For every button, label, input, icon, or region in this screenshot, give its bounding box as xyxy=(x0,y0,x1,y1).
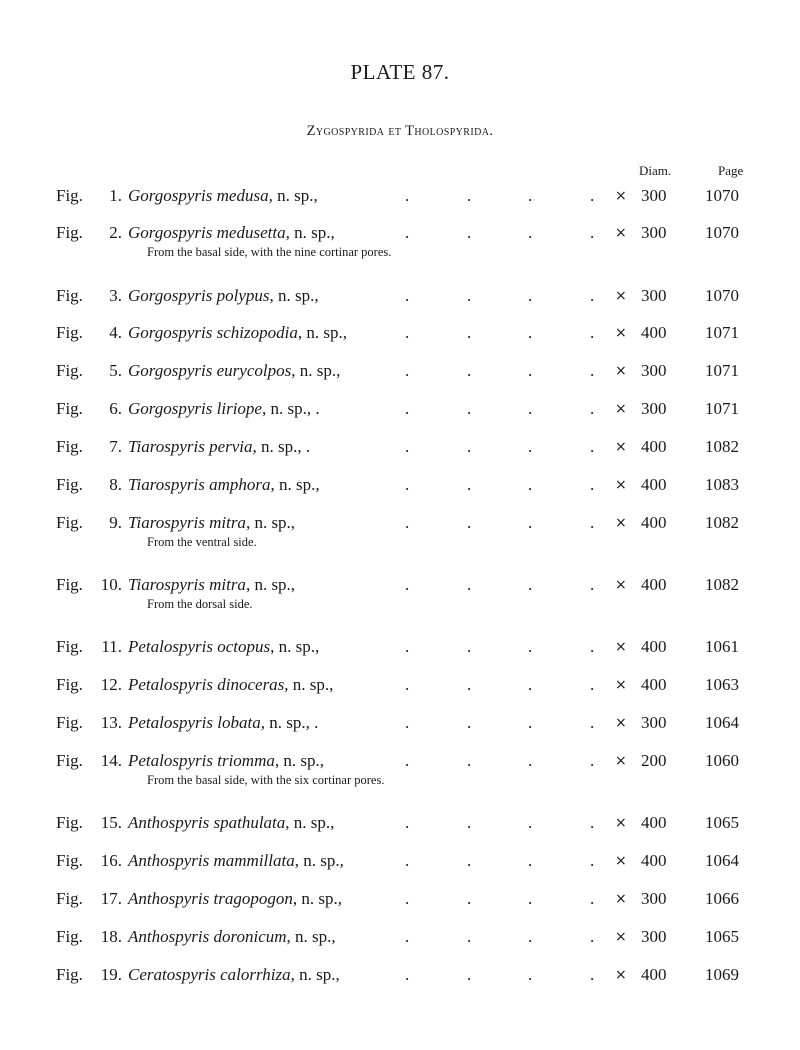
fig-label: Fig. xyxy=(56,286,83,305)
leader-dot: . xyxy=(467,186,472,205)
fig-label: Fig. xyxy=(56,713,83,732)
leader-dot: . xyxy=(590,889,595,908)
leader-dot: . xyxy=(467,475,472,494)
genus-name: Gorgospyris xyxy=(128,399,213,418)
fig-label: Fig. xyxy=(56,437,83,456)
species-epithet: triomma xyxy=(217,751,275,770)
species-name xyxy=(128,925,336,949)
genus-name: Tiarospyris xyxy=(128,513,205,532)
leader-dot: . xyxy=(467,286,472,305)
leader-dot: . xyxy=(467,965,472,984)
genus-name: Petalospyris xyxy=(128,675,213,694)
figure-number: 2. xyxy=(109,223,122,242)
leader-dot: . xyxy=(467,361,472,380)
species-name xyxy=(128,397,320,421)
page-value: 1064 xyxy=(705,851,739,870)
name-suffix: , n. sp., . xyxy=(261,399,320,418)
leader-dot: . xyxy=(405,513,410,532)
name-suffix: , n. sp., xyxy=(270,475,320,494)
diameter-value: 400 xyxy=(641,965,667,984)
leader-dot: . xyxy=(590,186,595,205)
genus-name: Gorgospyris xyxy=(128,223,213,242)
figure-number: 6. xyxy=(109,399,122,418)
species-epithet: schizopodia xyxy=(216,323,298,342)
magnification-symbol: × xyxy=(615,439,627,455)
leader-dot: . xyxy=(405,186,410,205)
fig-label: Fig. xyxy=(56,575,83,594)
leader-dot: . xyxy=(467,927,472,946)
species-epithet: mitra xyxy=(209,513,246,532)
species-name xyxy=(128,511,295,535)
leader-dot: . xyxy=(590,637,595,656)
leader-dot: . xyxy=(467,813,472,832)
leader-dot: . xyxy=(405,927,410,946)
figure-number: 14. xyxy=(100,751,122,770)
genus-name: Petalospyris xyxy=(128,751,213,770)
diameter-value: 400 xyxy=(641,637,667,656)
magnification-symbol: × xyxy=(615,753,627,769)
species-name xyxy=(128,749,324,773)
page-value: 1082 xyxy=(705,437,739,456)
leader-dot: . xyxy=(590,751,595,770)
leader-dot: . xyxy=(528,713,533,732)
page-value: 1065 xyxy=(705,927,739,946)
page-value: 1065 xyxy=(705,813,739,832)
fig-label: Fig. xyxy=(56,851,83,870)
species-name xyxy=(128,473,320,497)
diameter-value: 300 xyxy=(641,889,667,908)
species-epithet: mammillata xyxy=(213,851,295,870)
fig-label: Fig. xyxy=(56,813,83,832)
leader-dot: . xyxy=(405,889,410,908)
leader-dot: . xyxy=(528,186,533,205)
species-epithet: mitra xyxy=(209,575,246,594)
figure-number: 12. xyxy=(100,675,122,694)
leader-dot: . xyxy=(467,637,472,656)
figure-row xyxy=(0,359,800,383)
species-epithet: calorrhiza xyxy=(220,965,291,984)
leader-dot: . xyxy=(528,475,533,494)
figure-row xyxy=(0,749,800,773)
page-value: 1083 xyxy=(705,475,739,494)
page-value: 1070 xyxy=(705,223,739,242)
genus-name: Petalospyris xyxy=(128,713,213,732)
name-suffix: , n. sp., xyxy=(297,323,347,342)
leader-dot: . xyxy=(590,399,595,418)
species-epithet: eurycolpos xyxy=(216,361,292,380)
figure-row xyxy=(0,635,800,659)
figure-row xyxy=(0,397,800,421)
leader-dot: . xyxy=(405,399,410,418)
figure-row xyxy=(0,673,800,697)
figure-number: 13. xyxy=(100,713,122,732)
genus-name: Gorgospyris xyxy=(128,186,213,205)
diameter-value: 400 xyxy=(641,675,667,694)
genus-name: Gorgospyris xyxy=(128,361,213,380)
diameter-value: 300 xyxy=(641,399,667,418)
leader-dot: . xyxy=(467,889,472,908)
leader-dot: . xyxy=(590,675,595,694)
leader-dot: . xyxy=(467,575,472,594)
leader-dot: . xyxy=(467,437,472,456)
magnification-symbol: × xyxy=(615,363,627,379)
name-suffix: , n. sp., xyxy=(269,286,319,305)
diameter-value: 300 xyxy=(641,186,667,205)
leader-dot: . xyxy=(528,286,533,305)
leader-dot: . xyxy=(467,851,472,870)
figure-row xyxy=(0,811,800,835)
species-name xyxy=(128,573,295,597)
leader-dot: . xyxy=(467,751,472,770)
leader-dot: . xyxy=(405,851,410,870)
leader-dot: . xyxy=(528,437,533,456)
leader-dot: . xyxy=(528,637,533,656)
name-suffix: , n. sp., xyxy=(270,637,320,656)
page-value: 1071 xyxy=(705,323,739,342)
diameter-value: 400 xyxy=(641,851,667,870)
leader-dot: . xyxy=(590,927,595,946)
figure-note: From the basal side, with the nine cortinar pores. xyxy=(147,245,392,259)
name-suffix: , n. sp., . xyxy=(252,437,311,456)
page-value: 1066 xyxy=(705,889,739,908)
page-value: 1070 xyxy=(705,186,739,205)
species-epithet: polypus xyxy=(216,286,270,305)
leader-dot: . xyxy=(528,223,533,242)
page-value: 1071 xyxy=(705,399,739,418)
leader-dot: . xyxy=(590,813,595,832)
figure-row xyxy=(0,711,800,735)
figure-row xyxy=(0,573,800,597)
figure-row xyxy=(0,184,800,208)
species-epithet: amphora xyxy=(209,475,271,494)
species-epithet: spathulata xyxy=(213,813,286,832)
fig-label: Fig. xyxy=(56,323,83,342)
magnification-symbol: × xyxy=(615,967,627,983)
name-suffix: , n. sp., xyxy=(268,186,318,205)
fig-label: Fig. xyxy=(56,513,83,532)
leader-dot: . xyxy=(590,323,595,342)
magnification-symbol: × xyxy=(615,477,627,493)
species-name xyxy=(128,811,334,835)
name-suffix: , n. sp., xyxy=(274,751,324,770)
diameter-value: 300 xyxy=(641,927,667,946)
figure-row xyxy=(0,925,800,949)
fig-label: Fig. xyxy=(56,186,83,205)
genus-name: Petalospyris xyxy=(128,637,213,656)
leader-dot: . xyxy=(590,437,595,456)
figure-number: 8. xyxy=(109,475,122,494)
species-name xyxy=(128,711,318,735)
fig-label: Fig. xyxy=(56,399,83,418)
page-value: 1082 xyxy=(705,513,739,532)
genus-name: Anthospyris xyxy=(128,927,210,946)
leader-dot: . xyxy=(405,675,410,694)
leader-dot: . xyxy=(590,851,595,870)
leader-dot: . xyxy=(467,713,472,732)
name-suffix: , n. sp., xyxy=(291,361,341,380)
leader-dot: . xyxy=(467,513,472,532)
leader-dot: . xyxy=(405,361,410,380)
name-suffix: , n. sp., xyxy=(245,575,296,594)
leader-dot: . xyxy=(590,965,595,984)
figure-number: 5. xyxy=(109,361,122,380)
diameter-value: 400 xyxy=(641,513,667,532)
leader-dot: . xyxy=(405,437,410,456)
figure-number: 11. xyxy=(101,637,122,656)
diameter-value: 300 xyxy=(641,713,667,732)
species-name xyxy=(128,673,333,697)
leader-dot: . xyxy=(405,713,410,732)
leader-dot: . xyxy=(590,513,595,532)
leader-dot: . xyxy=(528,323,533,342)
leader-dot: . xyxy=(528,751,533,770)
diameter-value: 400 xyxy=(641,475,667,494)
leader-dot: . xyxy=(590,223,595,242)
figure-row xyxy=(0,321,800,345)
species-name xyxy=(128,435,310,459)
leader-dot: . xyxy=(528,675,533,694)
leader-dot: . xyxy=(405,575,410,594)
figure-number: 10. xyxy=(100,575,122,594)
magnification-symbol: × xyxy=(615,515,627,531)
figure-row xyxy=(0,849,800,873)
genus-name: Anthospyris xyxy=(128,851,210,870)
genus-name: Tiarospyris xyxy=(128,575,205,594)
leader-dot: . xyxy=(528,965,533,984)
name-suffix: , n. sp., xyxy=(285,223,335,242)
diameter-value: 300 xyxy=(641,223,667,242)
figure-row xyxy=(0,963,800,987)
leader-dot: . xyxy=(528,813,533,832)
species-epithet: octopus xyxy=(217,637,271,656)
figure-number: 4. xyxy=(109,323,122,342)
leader-dot: . xyxy=(405,637,410,656)
figure-note: From the ventral side. xyxy=(147,535,257,549)
genus-name: Gorgospyris xyxy=(128,323,213,342)
species-epithet: lobata xyxy=(217,713,261,732)
figure-number: 16. xyxy=(100,851,122,870)
figure-number: 9. xyxy=(109,513,122,532)
page-value: 1063 xyxy=(705,675,739,694)
magnification-symbol: × xyxy=(615,815,627,831)
species-name xyxy=(128,963,340,987)
diameter-value: 200 xyxy=(641,751,667,770)
leader-dot: . xyxy=(405,751,410,770)
figure-number: 1. xyxy=(109,186,122,205)
species-name xyxy=(128,359,340,383)
leader-dot: . xyxy=(405,813,410,832)
genus-name: Tiarospyris xyxy=(128,475,205,494)
fig-label: Fig. xyxy=(56,637,83,656)
diameter-value: 300 xyxy=(641,286,667,305)
name-suffix: , n. sp., xyxy=(284,675,334,694)
page-value: 1060 xyxy=(705,751,739,770)
magnification-symbol: × xyxy=(615,929,627,945)
name-suffix: , n. sp., xyxy=(245,513,296,532)
leader-dot: . xyxy=(467,675,472,694)
leader-dot: . xyxy=(590,286,595,305)
species-epithet: doronicum xyxy=(213,927,287,946)
fig-label: Fig. xyxy=(56,965,83,984)
name-suffix: , n. sp., xyxy=(286,927,336,946)
magnification-symbol: × xyxy=(615,577,627,593)
figure-row xyxy=(0,473,800,497)
fig-label: Fig. xyxy=(56,223,83,242)
species-epithet: liriope xyxy=(216,399,262,418)
leader-dot: . xyxy=(467,399,472,418)
magnification-symbol: × xyxy=(615,288,627,304)
magnification-symbol: × xyxy=(615,639,627,655)
leader-dot: . xyxy=(405,965,410,984)
figure-number: 18. xyxy=(100,927,122,946)
species-epithet: tragopogon xyxy=(213,889,293,908)
name-suffix: , n. sp., xyxy=(285,813,335,832)
leader-dot: . xyxy=(528,399,533,418)
name-suffix: , n. sp., xyxy=(292,889,342,908)
leader-dot: . xyxy=(590,361,595,380)
species-name xyxy=(128,184,318,208)
magnification-symbol: × xyxy=(615,225,627,241)
figure-row xyxy=(0,435,800,459)
fig-label: Fig. xyxy=(56,475,83,494)
magnification-symbol: × xyxy=(615,325,627,341)
species-name xyxy=(128,887,342,911)
leader-dot: . xyxy=(590,475,595,494)
diameter-value: 400 xyxy=(641,323,667,342)
species-epithet: medusa xyxy=(216,186,269,205)
figure-row xyxy=(0,511,800,535)
page-value: 1070 xyxy=(705,286,739,305)
leader-dot: . xyxy=(528,361,533,380)
leader-dot: . xyxy=(405,323,410,342)
species-name xyxy=(128,284,319,308)
figure-number: 17. xyxy=(100,889,122,908)
genus-name: Gorgospyris xyxy=(128,286,213,305)
fig-label: Fig. xyxy=(56,361,83,380)
magnification-symbol: × xyxy=(615,677,627,693)
leader-dot: . xyxy=(528,575,533,594)
page-value: 1069 xyxy=(705,965,739,984)
figure-note: From the dorsal side. xyxy=(147,597,253,611)
figure-number: 3. xyxy=(109,286,122,305)
diameter-value: 400 xyxy=(641,813,667,832)
name-suffix: , n. sp., xyxy=(290,965,340,984)
leader-dot: . xyxy=(467,223,472,242)
leader-dot: . xyxy=(528,889,533,908)
genus-name: Ceratospyris xyxy=(128,965,216,984)
leader-dot: . xyxy=(590,575,595,594)
leader-dot: . xyxy=(528,513,533,532)
species-name xyxy=(128,321,347,345)
species-name xyxy=(128,849,344,873)
leader-dot: . xyxy=(467,323,472,342)
diameter-value: 400 xyxy=(641,437,667,456)
page-value: 1064 xyxy=(705,713,739,732)
magnification-symbol: × xyxy=(615,401,627,417)
leader-dot: . xyxy=(405,475,410,494)
diameter-value: 400 xyxy=(641,575,667,594)
name-suffix: , n. sp., . xyxy=(260,713,319,732)
fig-label: Fig. xyxy=(56,889,83,908)
species-epithet: medusetta xyxy=(216,223,286,242)
species-name xyxy=(128,635,319,659)
species-epithet: dinoceras xyxy=(217,675,285,694)
figure-number: 7. xyxy=(109,437,122,456)
figure-row xyxy=(0,221,800,245)
species-epithet: pervia xyxy=(209,437,253,456)
fig-label: Fig. xyxy=(56,751,83,770)
leader-dot: . xyxy=(528,851,533,870)
leader-dot: . xyxy=(528,927,533,946)
name-suffix: , n. sp., xyxy=(294,851,344,870)
fig-label: Fig. xyxy=(56,927,83,946)
genus-name: Anthospyris xyxy=(128,889,210,908)
figure-number: 19. xyxy=(100,965,122,984)
genus-name: Anthospyris xyxy=(128,813,210,832)
figure-row xyxy=(0,887,800,911)
magnification-symbol: × xyxy=(615,715,627,731)
section-title: Zygospyrida et Tholospyrida. xyxy=(306,123,494,139)
leader-dot: . xyxy=(405,223,410,242)
fig-label: Fig. xyxy=(56,675,83,694)
plate-title: PLATE 87. xyxy=(350,60,450,84)
species-name xyxy=(128,221,335,245)
leader-dot: . xyxy=(590,713,595,732)
magnification-symbol: × xyxy=(615,188,627,204)
diameter-value: 300 xyxy=(641,361,667,380)
diam-column-header: Diam. xyxy=(639,163,672,178)
figure-note: From the basal side, with the six cortinar pores. xyxy=(147,773,385,787)
magnification-symbol: × xyxy=(615,891,627,907)
page-value: 1061 xyxy=(705,637,739,656)
page-value: 1071 xyxy=(705,361,739,380)
page-value: 1082 xyxy=(705,575,739,594)
genus-name: Tiarospyris xyxy=(128,437,205,456)
leader-dot: . xyxy=(405,286,410,305)
figure-row xyxy=(0,284,800,308)
page-column-header: Page xyxy=(718,163,744,178)
figure-number: 15. xyxy=(100,813,122,832)
magnification-symbol: × xyxy=(615,853,627,869)
